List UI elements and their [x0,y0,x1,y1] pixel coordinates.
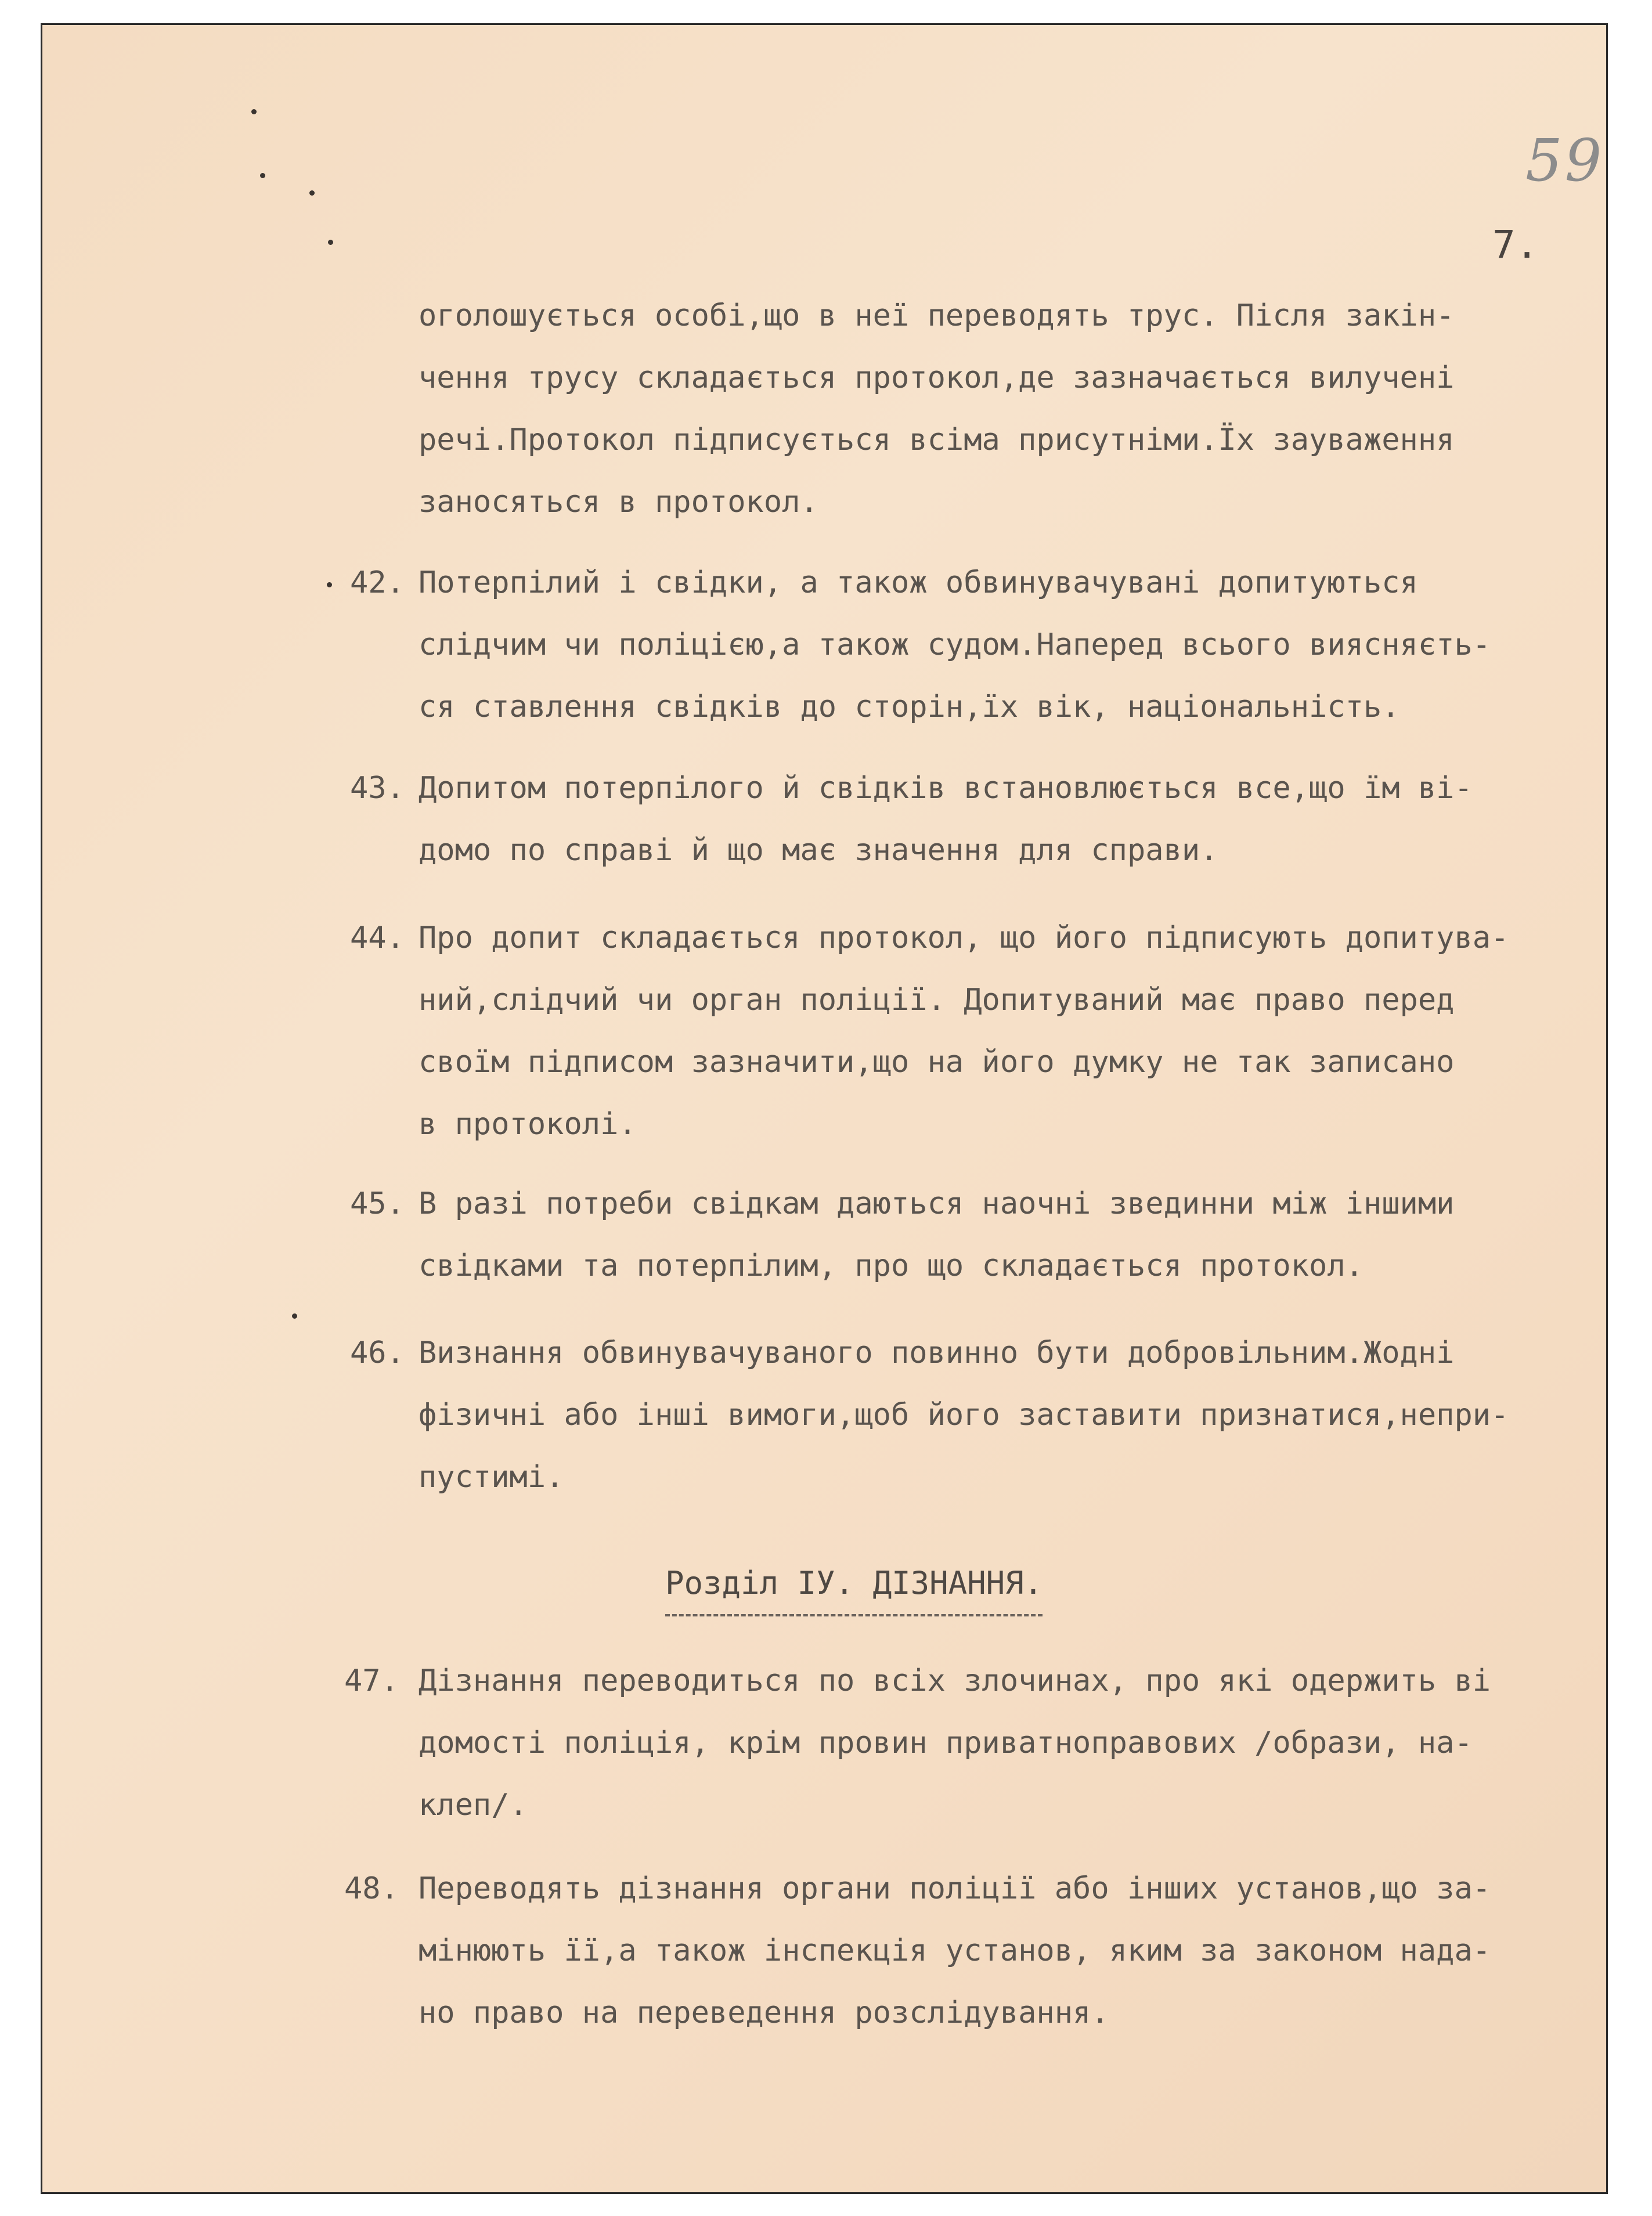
list-item [419,1322,1509,1508]
text-line: Дізнання переводиться по всіх злочинах, про які одержить ві [419,1663,1491,1698]
list-item [419,907,1509,1156]
text-line: чення трусу складається протокол,де зазначається вилучені [419,360,1455,395]
text-line: в протоколі. [419,1107,637,1142]
item-number: 42. [350,565,405,600]
text-line: пустимі. [419,1460,564,1495]
text-line: своїм підписом зазначити,що на його думку не так записано [419,1045,1455,1080]
item-number: 44. [350,921,405,955]
document-page [41,23,1608,2194]
text-line: фізичні або інші вимоги,щоб його заставити признатися,непри- [419,1398,1509,1432]
text-line: Визнання обвинувачуваного повинно бути добровільним.Жодні [419,1336,1455,1370]
list-item [419,1858,1491,2044]
item-number: 46. [350,1336,405,1370]
item-number: 48. [344,1871,399,1906]
text-line: мінюють її,а також інспекція установ, яким за законом нада- [419,1933,1491,1968]
paper-speck [260,173,265,178]
text-line: Переводять дізнання органи поліції або інших установ,що за- [419,1871,1491,1906]
archive-folio-number: 59 [1525,127,1604,194]
paper-speck [328,240,333,245]
text-line: ний,слідчий чи орган поліції. Допитуваний має право перед [419,983,1455,1017]
text-line: речі.Протокол підписується всіма присутніми.Їх зауваження [419,423,1455,457]
list-item [419,757,1473,882]
text-line: но право на переведення розслідування. [419,1995,1109,2030]
text-line: свідками та потерпілим, про що складається протокол. [419,1248,1364,1283]
paper-speck [292,1313,297,1319]
item-number: 43. [350,771,405,806]
text-line: домості поліція, крім провин приватноправових /образи, на- [419,1726,1473,1760]
paper-speck [327,582,332,587]
list-item [419,1650,1491,1836]
text-line: В разі потреби свідкам даються наочні звединни між іншими [419,1186,1455,1221]
text-line: Допитом потерпілого й свідків встановлюється все,що їм ві- [419,771,1473,806]
item-number: 45. [350,1186,405,1221]
text-line: заносяться в протокол. [419,485,818,519]
text-line: клеп/. [419,1788,528,1822]
intro-paragraph [419,285,1454,533]
text-line: слідчим чи поліцією,а також судом.Наперед всього виясняєть- [419,627,1491,662]
list-item [419,1173,1454,1297]
text-line: домо по справі й що має значення для справи. [419,833,1218,868]
page-number: 7. [1492,222,1539,267]
paper-speck [309,190,315,196]
text-line: ся ставлення свідків до сторін,їх вік, національність. [419,690,1400,724]
text-line: Про допит складається протокол, що його підписують допитува- [419,921,1509,955]
paper-speck [251,109,257,114]
section-heading: Розділ IУ. ДІЗНАННЯ. [665,1557,1043,1616]
item-number: 47. [344,1663,399,1698]
text-line: Потерпілий і свідки, а також обвинувачувані допитуються [419,565,1418,600]
text-line: оголошується особі,що в неї переводять трус. Після закін- [419,298,1455,333]
list-item [419,552,1491,738]
